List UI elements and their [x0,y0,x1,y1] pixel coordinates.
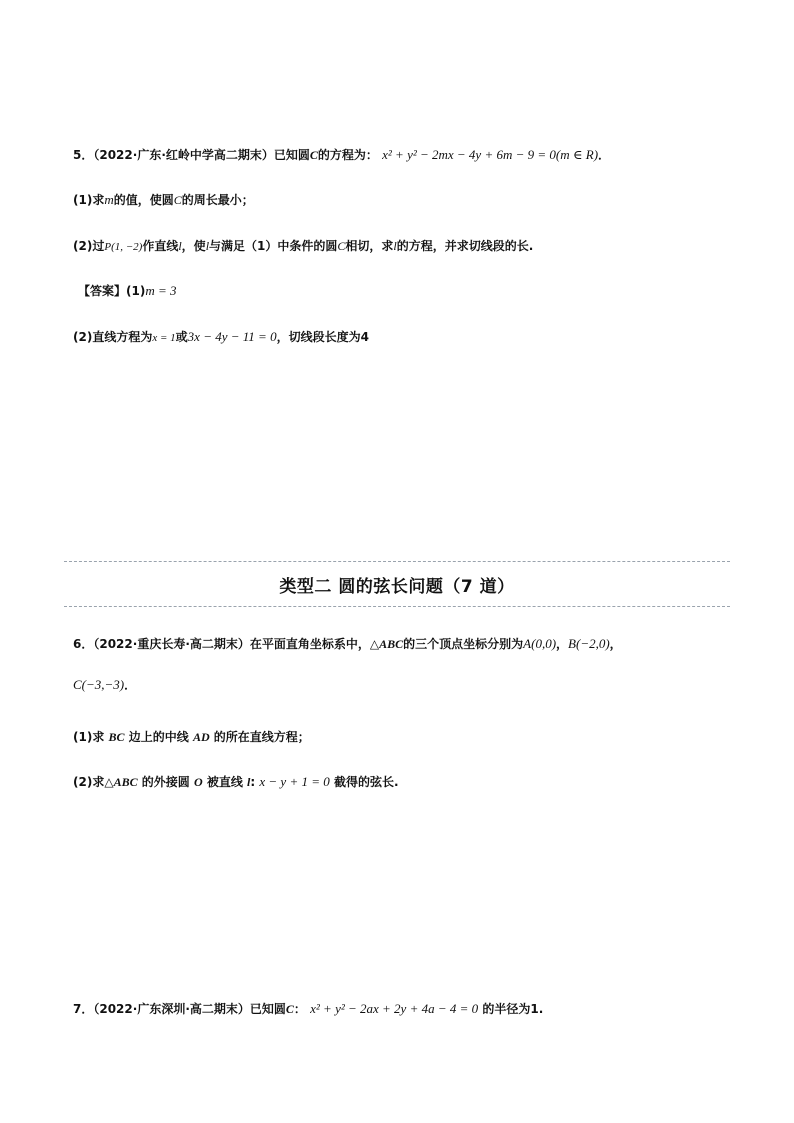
part-label: (1) [73,193,93,207]
q5-number: 5． [73,148,94,162]
point-P: P(1, −2) [104,241,143,253]
triangle-ABC: △ABC [369,637,404,651]
point-C: C(−3,−3) [73,677,125,692]
line-equation: x − y + 1 = 0 [259,774,330,789]
q5-part2 [73,237,533,256]
circle-label: C [285,1002,294,1016]
segment-BC: BC [108,730,125,744]
q7-number: 7． [73,1002,94,1016]
q6-text: 被直线 [206,775,243,789]
section-divider-top [64,561,730,562]
q5-text: 的周长最小； [181,193,254,207]
q6-text: 截得的弦长. [333,775,399,789]
q6-punct: : [250,775,256,789]
q7-source: （2022·广东深圳·高二期末） [93,1002,250,1016]
answer-text: ，切线段长度为 [276,330,361,344]
triangle-ABC: △ABC [104,775,138,789]
answer-text: 或 [175,330,188,344]
radius-value: 1 [530,1002,539,1016]
part-label: (2) [73,239,93,253]
q7-punct: ： [293,1002,306,1016]
part-label: (2) [73,775,93,789]
q5-stem [73,146,610,164]
q6-source: （2022·重庆长寿·高二期末） [93,637,250,651]
q6-text: 的外接圆 [141,775,190,789]
line-l: l [393,239,397,253]
var-m: m [104,192,114,207]
q6-punct: ， [556,637,569,651]
segment-AD: AD [192,730,210,744]
line-l: l [205,239,210,253]
q5-text: 求 [92,193,105,207]
point-B: B(−2,0) [568,636,610,651]
q6-part1 [73,728,310,746]
circle-O: O [193,775,203,789]
point-A: A(0,0) [523,636,557,651]
answer-line2 [73,328,369,347]
q6-punct: ， [609,637,622,651]
q6-number: 6． [73,637,94,651]
section-title: 类型二 圆的弦长问题（7 道） [279,577,515,597]
q6-part2 [73,773,399,791]
answer-tag: 【答案】 [78,284,127,298]
line-l: l [247,775,251,789]
q5-text: 的方程，并求切线段的长. [396,239,534,253]
circle-label: C [173,193,182,207]
answer-line1 [78,282,177,300]
circle-label: C [337,239,346,253]
q5-text: 过 [92,239,105,253]
q7-text: 的半径为 [482,1002,531,1016]
q5-equation: x² + y² − 2mx − 4y + 6m − 9 = 0(m ∈ R) [382,147,599,162]
part-label: (1) [126,284,146,298]
q5-text: 的方程为： [317,148,378,162]
q7-text: 已知圆 [249,1002,286,1016]
answer1-value: m = 3 [145,283,177,298]
q5-text: 与满足（1）中条件的圆 [209,239,338,253]
part-label: (2) [73,330,93,344]
q6-text: 在平面直角坐标系中， [249,637,370,651]
q6-punct: ． [124,678,137,692]
q5-text: 的值，使圆 [113,193,174,207]
q6-text: 求 [92,730,105,744]
part-label: (1) [73,730,93,744]
circle-label: C [309,148,318,162]
answer-eq1: x = 1 [152,332,176,344]
answer-eq2: 3x − 4y − 11 = 0 [187,329,277,344]
q5-source: （2022·广东·红岭中学高二期末） [93,148,274,162]
q7-stem [73,1000,543,1018]
q6-text: 的三个顶点坐标分别为 [403,637,524,651]
section-divider-bottom [64,606,730,607]
q6-text: 边上的中线 [128,730,189,744]
q5-text: 作直线 [142,239,179,253]
answer-text: 直线方程为 [92,330,153,344]
q5-text: 相切，求 [345,239,394,253]
q7-punct: . [538,1002,544,1016]
q6-text: 求 [92,775,105,789]
q5-punct: ． [598,148,611,162]
q6-stem-cont [73,676,136,694]
line-l: l [178,239,182,253]
q6-stem [73,635,622,653]
q5-text: ，使 [181,239,206,253]
q6-text: 的所在直线方程； [213,730,310,744]
q7-equation: x² + y² − 2ax + 2y + 4a − 4 = 0 [310,1001,479,1016]
answer-length: 4 [360,330,369,344]
q5-part1 [73,191,254,209]
q5-text: 已知圆 [273,148,310,162]
